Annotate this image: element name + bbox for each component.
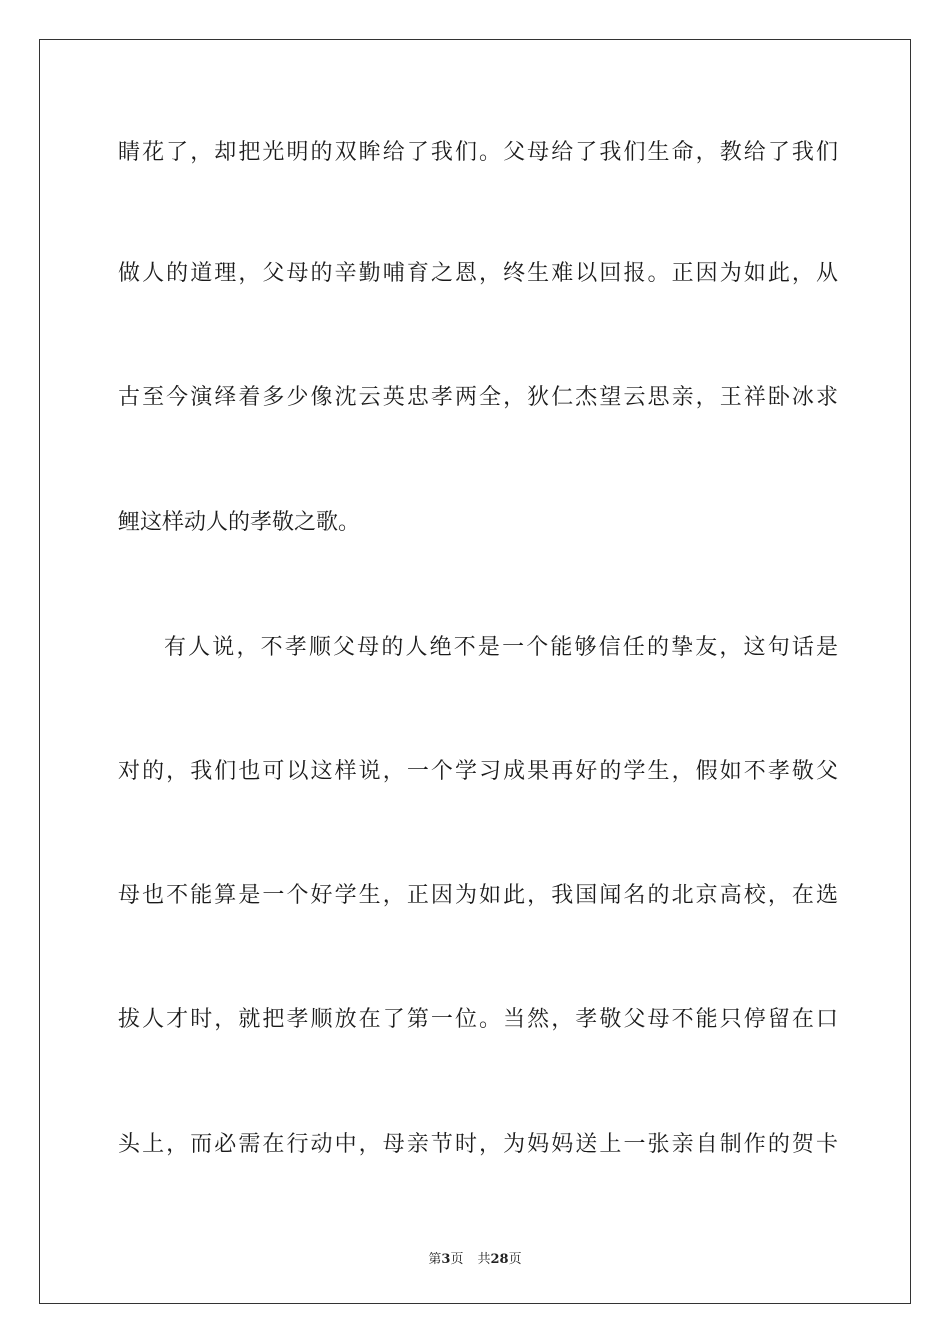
footer-page-number: 3 — [441, 1252, 451, 1267]
text-line-6: 对的，我们也可以这样说，一个学习成果再好的学生，假如不孝敬父 — [118, 759, 838, 784]
text-line-3: 古至今演绎着多少像沈云英忠孝两全，狄仁杰望云思亲，王祥卧冰求 — [118, 385, 838, 410]
text-line-7: 母也不能算是一个好学生，正因为如此，我国闻名的北京高校，在选 — [118, 883, 838, 908]
footer-total-pages: 28 — [490, 1252, 509, 1267]
text-line-9: 头上，而必需在行动中，母亲节时，为妈妈送上一张亲自制作的贺卡 — [118, 1132, 838, 1157]
text-line-2: 做人的道理，父母的辛勤哺育之恩，终生难以回报。正因为如此，从 — [118, 261, 838, 286]
text-line-1: 睛花了，却把光明的双眸给了我们。父母给了我们生命，教给了我们 — [118, 140, 838, 165]
page-footer — [0, 1248, 950, 1267]
footer-total-suffix: 页 — [508, 1252, 522, 1267]
page-border — [39, 39, 911, 1304]
text-line-4: 鲤这样动人的孝敬之歌。 — [118, 510, 361, 535]
paragraph-start-line: 有人说，不孝顺父母的人绝不是一个能够信任的挚友，这句话是 — [164, 635, 838, 660]
footer-page-prefix: 第 — [428, 1252, 442, 1267]
text-line-8: 拔人才时，就把孝顺放在了第一位。当然，孝敬父母不能只停留在口 — [118, 1007, 838, 1032]
footer-page-suffix: 页 — [450, 1252, 464, 1267]
footer-total-prefix: 共 — [477, 1252, 491, 1267]
